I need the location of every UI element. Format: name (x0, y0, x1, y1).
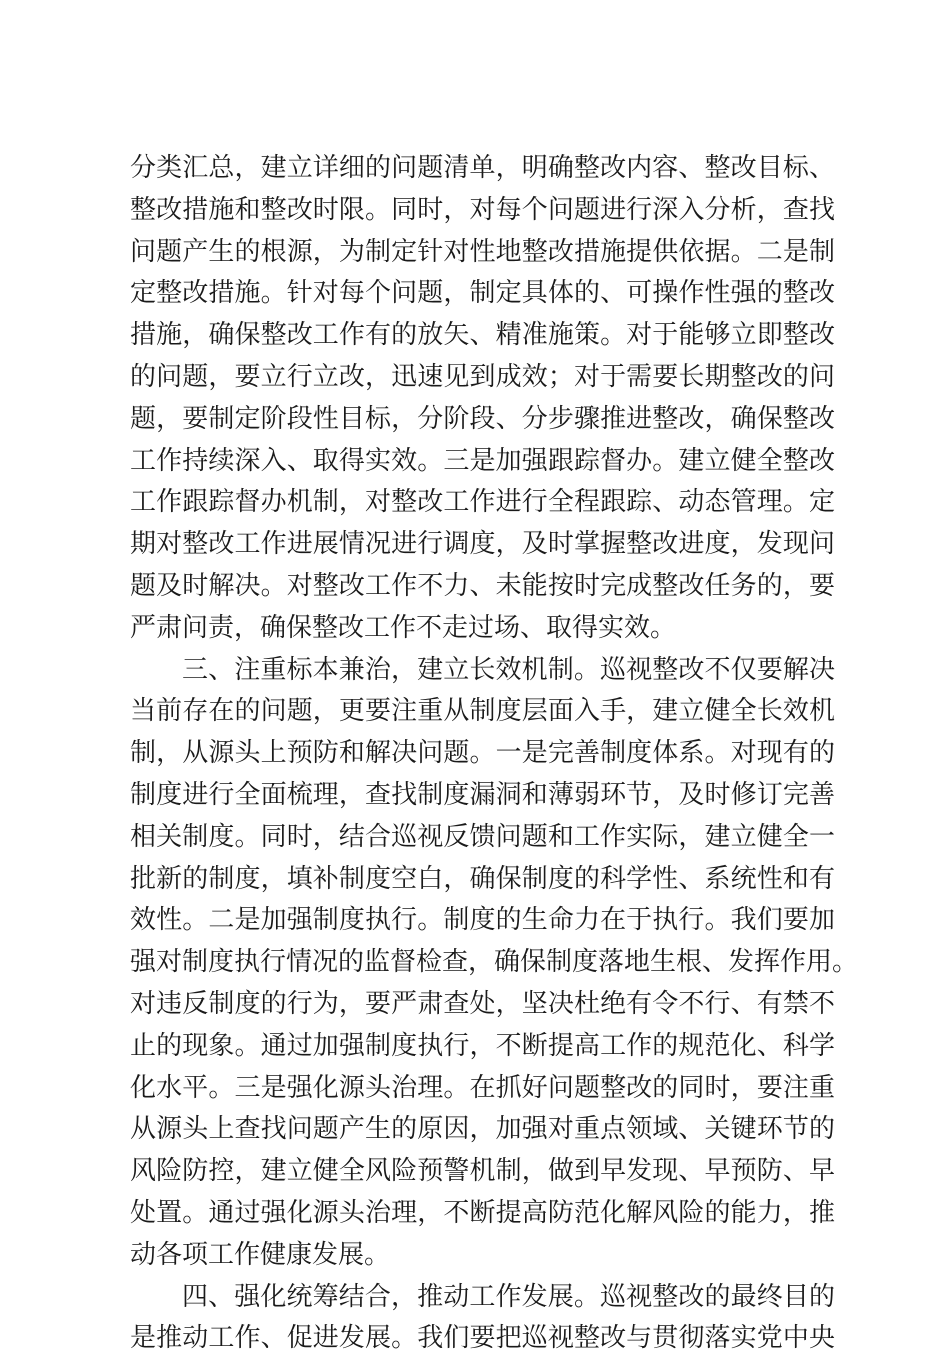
text-line: 期对整改工作进展情况进行调度，及时掌握整改进度，发现问 (130, 529, 835, 560)
text-line: 动各项工作健康发展。 (130, 1239, 391, 1270)
text-line: 当前存在的问题，更要注重从制度层面入手，建立健全长效机 (130, 696, 835, 727)
text-line: 工作持续深入、取得实效。三是加强跟踪督办。建立健全整改 (130, 445, 835, 476)
text-line: 风险防控，建立健全风险预警机制，做到早发现、早预防、早 (130, 1156, 835, 1187)
text-line: 化水平。三是强化源头治理。在抓好问题整改的同时，要注重 (130, 1072, 835, 1103)
text-line: 制度进行全面梳理，查找制度漏洞和薄弱环节，及时修订完善 (130, 779, 835, 810)
text-line: 的问题，要立行立改，迅速见到成效；对于需要长期整改的问 (130, 361, 835, 392)
text-line: 止的现象。通过加强制度执行，不断提高工作的规范化、科学 (130, 1030, 835, 1061)
text-line: 制，从源头上预防和解决问题。一是完善制度体系。对现有的 (130, 738, 835, 769)
text-line: 问题产生的根源，为制定针对性地整改措施提供依据。二是制 (130, 236, 835, 267)
text-line: 措施，确保整改工作有的放矢、精准施策。对于能够立即整改 (130, 320, 835, 351)
section-heading-line: 三、注重标本兼治，建立长效机制。巡视整改不仅要解决 (182, 654, 835, 685)
text-line: 定整改措施。针对每个问题，制定具体的、可操作性强的整改 (130, 278, 835, 309)
text-line: 整改措施和整改时限。同时，对每个问题进行深入分析，查找 (130, 194, 835, 225)
section-heading-line: 四、强化统筹结合，推动工作发展。巡视整改的最终目的 (182, 1281, 835, 1312)
text-line: 对违反制度的行为，要严肃查处，坚决杜绝有令不行、有禁不 (130, 988, 835, 1019)
text-line: 工作跟踪督办机制，对整改工作进行全程跟踪、动态管理。定 (130, 487, 835, 518)
document-body (130, 148, 859, 1360)
text-line: 效性。二是加强制度执行。制度的生命力在于执行。我们要加 (130, 905, 835, 936)
text-line: 题，要制定阶段性目标，分阶段、分步骤推进整改，确保整改 (130, 403, 835, 434)
text-line: 从源头上查找问题产生的原因，加强对重点领域、关键环节的 (130, 1114, 835, 1145)
text-line: 题及时解决。对整改工作不力、未能按时完成整改任务的，要 (130, 570, 835, 601)
text-line: 严肃问责，确保整改工作不走过场、取得实效。 (130, 612, 677, 643)
text-line: 处置。通过强化源头治理，不断提高防范化解风险的能力，推 (130, 1197, 835, 1228)
text-line: 强对制度执行情况的监督检查，确保制度落地生根、发挥作用。 (130, 947, 859, 978)
text-line: 相关制度。同时，结合巡视反馈问题和工作实际，建立健全一 (130, 821, 835, 852)
text-line: 是推动工作、促进发展。我们要把巡视整改与贯彻落实党中央 (130, 1323, 835, 1354)
text-line: 批新的制度，填补制度空白，确保制度的科学性、系统性和有 (130, 863, 835, 894)
text-line: 分类汇总，建立详细的问题清单，明确整改内容、整改目标、 (130, 153, 835, 183)
